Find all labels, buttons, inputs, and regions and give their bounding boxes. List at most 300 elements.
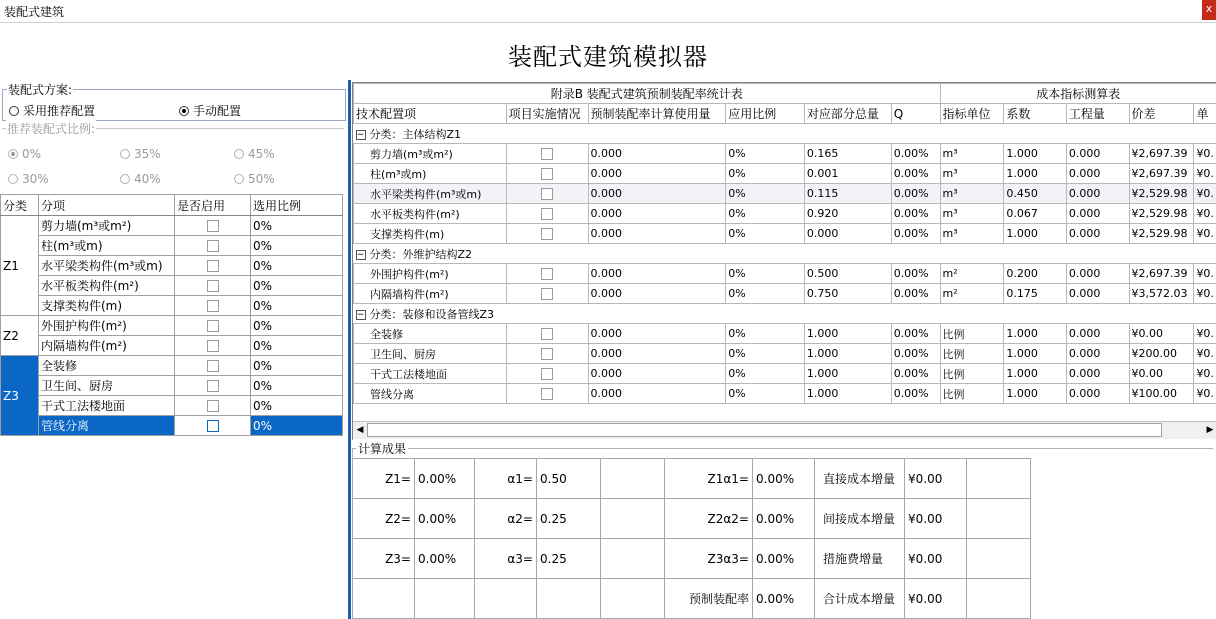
radio-ratio-30-indicator[interactable]: [8, 174, 18, 184]
ratio-cell[interactable]: 0%: [251, 236, 343, 256]
total-cell[interactable]: 0.750: [804, 284, 891, 304]
coef-cell[interactable]: 1.000: [1004, 224, 1067, 244]
enabled-cell[interactable]: [175, 316, 251, 336]
qty-cell[interactable]: 0.000: [1066, 164, 1129, 184]
item-cell: 支撑类构件(m): [354, 224, 507, 244]
a-val-cell: 0.25: [537, 539, 601, 579]
za-val-cell: 0.00%: [753, 459, 815, 499]
col-header: 对应部分总量: [804, 104, 891, 124]
table-row[interactable]: [1, 236, 343, 256]
qty-cell[interactable]: 0.000: [1066, 284, 1129, 304]
col-header-ratio: 选用比例: [251, 195, 343, 216]
unit-cell[interactable]: m³: [940, 224, 1004, 244]
radio-ratio-35[interactable]: [120, 147, 161, 161]
radio-manual-label: 手动配置: [193, 104, 242, 118]
ratio-cell[interactable]: 0%: [726, 324, 805, 344]
radio-ratio-35-indicator[interactable]: [120, 149, 130, 159]
unit-cell[interactable]: 比例: [940, 384, 1004, 404]
ratio-cell[interactable]: 0%: [726, 204, 805, 224]
qty-cell[interactable]: 0.000: [1066, 384, 1129, 404]
table-row-selected[interactable]: [1, 416, 343, 436]
table-row[interactable]: [1, 376, 343, 396]
u-cell[interactable]: ¥0.: [1194, 264, 1216, 284]
diff-cell[interactable]: ¥2,529.98: [1129, 184, 1194, 204]
implemented-checkbox[interactable]: [541, 388, 553, 400]
usage-cell[interactable]: 0.000: [588, 384, 726, 404]
table-row[interactable]: [1, 356, 343, 376]
total-cell[interactable]: 0.115: [804, 184, 891, 204]
enabled-checkbox[interactable]: [207, 360, 219, 372]
result-row: [353, 579, 1031, 619]
u-cell[interactable]: ¥0.: [1194, 364, 1216, 384]
total-cell[interactable]: 0.165: [804, 144, 891, 164]
close-button[interactable]: x: [1202, 0, 1216, 20]
z-label-cell: Z1=: [353, 459, 415, 499]
q-cell[interactable]: 0.00%: [891, 284, 940, 304]
diff-cell[interactable]: ¥2,697.39: [1129, 164, 1194, 184]
col-header: 指标单位: [940, 104, 1004, 124]
qty-cell[interactable]: 0.000: [1066, 144, 1129, 164]
table-row[interactable]: [354, 144, 1216, 164]
ratio-cell[interactable]: 0%: [726, 224, 805, 244]
right-panel: [352, 82, 1216, 619]
enabled-checkbox[interactable]: [207, 300, 219, 312]
table-row[interactable]: [1, 296, 343, 316]
radio-ratio-40-indicator[interactable]: [120, 174, 130, 184]
enabled-checkbox[interactable]: [207, 340, 219, 352]
implemented-cell[interactable]: [506, 224, 588, 244]
coef-cell[interactable]: 0.200: [1004, 264, 1067, 284]
q-cell[interactable]: 0.00%: [891, 204, 940, 224]
u-cell[interactable]: ¥0.: [1194, 344, 1216, 364]
enabled-cell[interactable]: [175, 276, 251, 296]
empty-cell: [967, 579, 1031, 619]
group-label: 分类：主体结构Z1: [369, 127, 462, 141]
implemented-checkbox[interactable]: [541, 288, 553, 300]
implemented-cell[interactable]: [506, 284, 588, 304]
item-cell: 管线分离: [39, 416, 175, 436]
header-cost: 成本指标测算表: [940, 84, 1216, 104]
col-header: Q: [891, 104, 940, 124]
radio-ratio-0[interactable]: [8, 147, 41, 161]
coef-cell[interactable]: 1.000: [1004, 164, 1067, 184]
za-label-cell: Z2α2=: [665, 499, 753, 539]
total-cell[interactable]: 0.000: [804, 224, 891, 244]
item-cell: 外围护构件(m²): [39, 316, 175, 336]
ratio-cell[interactable]: 0%: [251, 276, 343, 296]
ratio-cell[interactable]: 0%: [726, 164, 805, 184]
implemented-checkbox[interactable]: [541, 328, 553, 340]
z-label-cell: Z2=: [353, 499, 415, 539]
radio-ratio-0-indicator[interactable]: [8, 149, 18, 159]
item-cell: 剪力墙(m³或m²): [354, 144, 507, 164]
table-row[interactable]: [1, 216, 343, 236]
empty-cell: [601, 539, 665, 579]
za-val-cell: 0.00%: [753, 539, 815, 579]
implemented-checkbox[interactable]: [541, 208, 553, 220]
item-cell: 水平板类构件(m²): [39, 276, 175, 296]
unit-cell[interactable]: m³: [940, 204, 1004, 224]
enabled-cell[interactable]: [175, 296, 251, 316]
table-row[interactable]: [1, 336, 343, 356]
za-label-cell: Z3α3=: [665, 539, 753, 579]
u-cell[interactable]: ¥0.: [1194, 324, 1216, 344]
qty-cell[interactable]: 0.000: [1066, 324, 1129, 344]
u-cell[interactable]: ¥0.: [1194, 164, 1216, 184]
qty-cell[interactable]: 0.000: [1066, 204, 1129, 224]
item-cell: 管线分离: [354, 384, 507, 404]
table-row[interactable]: [354, 344, 1216, 364]
usage-cell[interactable]: 0.000: [588, 344, 726, 364]
group-label: 分类：外维护结构Z2: [369, 247, 473, 261]
z-val-cell: 0.00%: [415, 499, 475, 539]
unit-cell[interactable]: m²: [940, 264, 1004, 284]
q-cell[interactable]: 0.00%: [891, 264, 940, 284]
radio-recommend-indicator[interactable]: [9, 106, 19, 116]
u-cell[interactable]: ¥0.: [1194, 284, 1216, 304]
implemented-cell[interactable]: [506, 384, 588, 404]
implemented-checkbox[interactable]: [541, 348, 553, 360]
unit-cell[interactable]: m³: [940, 184, 1004, 204]
q-cell[interactable]: 0.00%: [891, 344, 940, 364]
results-legend: 计算成果: [358, 442, 407, 456]
statistics-table: [353, 83, 1216, 404]
table-row[interactable]: [1, 396, 343, 416]
enabled-cell[interactable]: [175, 416, 251, 436]
implemented-cell[interactable]: [506, 164, 588, 184]
usage-cell[interactable]: 0.000: [588, 284, 726, 304]
table-row[interactable]: [1, 256, 343, 276]
col-header: 系数: [1004, 104, 1067, 124]
table-row[interactable]: [354, 264, 1216, 284]
q-cell[interactable]: 0.00%: [891, 224, 940, 244]
coef-cell[interactable]: 1.000: [1004, 324, 1067, 344]
col-header-category: 分类: [1, 195, 39, 216]
unit-cell[interactable]: m³: [940, 164, 1004, 184]
ratio-cell[interactable]: 0%: [251, 216, 343, 236]
total-cell[interactable]: 0.920: [804, 204, 891, 224]
ratio-cell[interactable]: 0%: [726, 284, 805, 304]
col-header: 工程量: [1066, 104, 1129, 124]
empty-cell: [601, 499, 665, 539]
radio-manual-indicator[interactable]: [179, 106, 189, 116]
c-label-cell: 措施费增量: [815, 539, 905, 579]
item-cell: 剪力墙(m³或m²): [39, 216, 175, 236]
ratio-cell[interactable]: 0%: [251, 356, 343, 376]
enabled-checkbox[interactable]: [207, 320, 219, 332]
enabled-cell[interactable]: [175, 236, 251, 256]
implemented-cell[interactable]: [506, 144, 588, 164]
a-label-cell: [475, 579, 537, 619]
enabled-checkbox[interactable]: [207, 420, 219, 432]
ratio-cell[interactable]: 0%: [251, 336, 343, 356]
table-row[interactable]: [354, 324, 1216, 344]
table-row[interactable]: [354, 364, 1216, 384]
radio-ratio-50-indicator[interactable]: [234, 174, 244, 184]
usage-cell[interactable]: 0.000: [588, 144, 726, 164]
table-row[interactable]: [354, 184, 1216, 204]
item-cell: 干式工法楼地面: [354, 364, 507, 384]
implemented-checkbox[interactable]: [541, 268, 553, 280]
a-label-cell: α1=: [475, 459, 537, 499]
item-cell: 外围护构件(m²): [354, 264, 507, 284]
ratio-group: [2, 122, 344, 191]
qty-cell[interactable]: 0.000: [1066, 344, 1129, 364]
header-appendix-b: 附录B 装配式建筑预制装配率统计表: [354, 84, 941, 104]
enabled-checkbox[interactable]: [207, 400, 219, 412]
q-cell[interactable]: 0.00%: [891, 384, 940, 404]
empty-cell: [967, 499, 1031, 539]
col-header-item: 分项: [39, 195, 175, 216]
implemented-checkbox[interactable]: [541, 188, 553, 200]
usage-cell[interactable]: 0.000: [588, 184, 726, 204]
usage-cell[interactable]: 0.000: [588, 324, 726, 344]
collapse-icon[interactable]: −: [356, 309, 365, 320]
c-label-cell: 间接成本增量: [815, 499, 905, 539]
total-cell[interactable]: 0.500: [804, 264, 891, 284]
qty-cell[interactable]: 0.000: [1066, 184, 1129, 204]
item-cell: 柱(m³或m): [354, 164, 507, 184]
category-cell: Z3: [1, 356, 39, 436]
col-header: 价差: [1129, 104, 1194, 124]
radio-ratio-30-label: 30%: [22, 172, 49, 186]
item-cell: 水平板类构件(m²): [354, 204, 507, 224]
ratio-cell[interactable]: 0%: [726, 364, 805, 384]
statistics-grid: [352, 82, 1216, 440]
q-cell[interactable]: 0.00%: [891, 364, 940, 384]
z-val-cell: [415, 579, 475, 619]
usage-cell[interactable]: 0.000: [588, 364, 726, 384]
implemented-checkbox[interactable]: [541, 368, 553, 380]
category-cell: Z1: [1, 216, 39, 316]
coef-cell[interactable]: 1.000: [1004, 384, 1067, 404]
radio-ratio-50[interactable]: [234, 172, 275, 186]
ratio-cell[interactable]: 0%: [726, 384, 805, 404]
app-header: [0, 22, 1216, 81]
enabled-cell[interactable]: [175, 216, 251, 236]
unit-cell[interactable]: 比例: [940, 364, 1004, 384]
component-table-header: [1, 195, 343, 216]
scroll-right-icon[interactable]: ▶: [1206, 425, 1214, 435]
c-label-cell: 直接成本增量: [815, 459, 905, 499]
item-cell: 全装修: [39, 356, 175, 376]
scroll-left-icon[interactable]: ◀: [356, 425, 364, 435]
z-label-cell: Z3=: [353, 539, 415, 579]
enabled-cell[interactable]: [175, 256, 251, 276]
enabled-checkbox[interactable]: [207, 380, 219, 392]
q-cell[interactable]: 0.00%: [891, 164, 940, 184]
implemented-cell[interactable]: [506, 204, 588, 224]
horizontal-scrollbar[interactable]: [353, 421, 1216, 439]
z-val-cell: 0.00%: [415, 539, 475, 579]
scrollbar-thumb[interactable]: [367, 423, 1162, 437]
a-label-cell: α3=: [475, 539, 537, 579]
group-row[interactable]: [354, 304, 1216, 324]
ratio-cell[interactable]: 0%: [251, 416, 343, 436]
diff-cell[interactable]: ¥0.00: [1129, 324, 1194, 344]
radio-ratio-45-label: 45%: [248, 147, 275, 161]
item-cell: 柱(m³或m): [39, 236, 175, 256]
table-row[interactable]: [354, 204, 1216, 224]
result-row: [353, 459, 1031, 499]
q-cell[interactable]: 0.00%: [891, 144, 940, 164]
u-cell[interactable]: ¥0.: [1194, 204, 1216, 224]
implemented-cell[interactable]: [506, 324, 588, 344]
ratio-legend: 推荐装配式比例:: [7, 122, 96, 136]
ratio-cell[interactable]: 0%: [251, 376, 343, 396]
col-header: 单: [1194, 104, 1216, 124]
c-label-cell: 合计成本增量: [815, 579, 905, 619]
ratio-cell[interactable]: 0%: [251, 396, 343, 416]
unit-cell[interactable]: 比例: [940, 344, 1004, 364]
radio-ratio-0-label: 0%: [22, 147, 42, 161]
item-cell: 内隔墙构件(m²): [354, 284, 507, 304]
diff-cell[interactable]: ¥2,697.39: [1129, 144, 1194, 164]
za-label-cell: 预制装配率: [665, 579, 753, 619]
implemented-cell[interactable]: [506, 184, 588, 204]
left-panel: [0, 80, 348, 619]
c-val-cell: ¥0.00: [905, 459, 967, 499]
implemented-cell[interactable]: [506, 364, 588, 384]
enabled-checkbox[interactable]: [207, 280, 219, 292]
enabled-cell[interactable]: [175, 376, 251, 396]
coef-cell[interactable]: 1.000: [1004, 344, 1067, 364]
group-label: 分类：装修和设备管线Z3: [369, 307, 495, 321]
implemented-checkbox[interactable]: [541, 228, 553, 240]
ratio-cell[interactable]: 0%: [251, 296, 343, 316]
group-cell[interactable]: [354, 304, 1216, 324]
empty-cell: [601, 459, 665, 499]
implemented-checkbox[interactable]: [541, 168, 553, 180]
results-table: [352, 458, 1031, 619]
table-header-group: [354, 84, 1216, 104]
diff-cell[interactable]: ¥0.00: [1129, 364, 1194, 384]
collapse-icon[interactable]: −: [356, 249, 365, 260]
total-cell[interactable]: 1.000: [804, 324, 891, 344]
radio-recommend[interactable]: [9, 102, 95, 119]
table-row[interactable]: [1, 316, 343, 336]
enabled-cell[interactable]: [175, 396, 251, 416]
col-header: 预制装配率计算使用量: [588, 104, 726, 124]
scheme-legend: 装配式方案:: [8, 83, 73, 97]
result-row: [353, 499, 1031, 539]
table-row[interactable]: [354, 284, 1216, 304]
radio-ratio-40[interactable]: [120, 172, 161, 186]
diff-cell[interactable]: ¥3,572.03: [1129, 284, 1194, 304]
category-cell: Z2: [1, 316, 39, 356]
diff-cell[interactable]: ¥2,529.98: [1129, 204, 1194, 224]
coef-cell[interactable]: 0.067: [1004, 204, 1067, 224]
col-header-enabled: 是否启用: [175, 195, 251, 216]
total-cell[interactable]: 1.000: [804, 344, 891, 364]
unit-cell[interactable]: 比例: [940, 324, 1004, 344]
ratio-cell[interactable]: 0%: [726, 184, 805, 204]
q-cell[interactable]: 0.00%: [891, 184, 940, 204]
u-cell[interactable]: ¥0.: [1194, 144, 1216, 164]
radio-ratio-45[interactable]: [234, 147, 275, 161]
group-cell[interactable]: [354, 124, 1216, 144]
diff-cell[interactable]: ¥2,529.98: [1129, 224, 1194, 244]
group-row[interactable]: [354, 244, 1216, 264]
usage-cell[interactable]: 0.000: [588, 224, 726, 244]
total-cell[interactable]: 1.000: [804, 364, 891, 384]
diff-cell[interactable]: ¥100.00: [1129, 384, 1194, 404]
za-val-cell: 0.00%: [753, 579, 815, 619]
diff-cell[interactable]: ¥2,697.39: [1129, 264, 1194, 284]
group-cell[interactable]: [354, 244, 1216, 264]
table-row[interactable]: [1, 276, 343, 296]
u-cell[interactable]: ¥0.: [1194, 224, 1216, 244]
c-val-cell: ¥0.00: [905, 539, 967, 579]
coef-cell[interactable]: 1.000: [1004, 364, 1067, 384]
qty-cell[interactable]: 0.000: [1066, 364, 1129, 384]
ratio-cell[interactable]: 0%: [251, 256, 343, 276]
ratio-cell[interactable]: 0%: [726, 144, 805, 164]
panel-splitter[interactable]: [348, 80, 351, 619]
enabled-checkbox[interactable]: [207, 260, 219, 272]
component-table: [0, 194, 343, 436]
radio-manual[interactable]: [179, 102, 241, 119]
radio-ratio-30[interactable]: [8, 172, 49, 186]
table-header-columns: [354, 104, 1216, 124]
coef-cell[interactable]: 0.450: [1004, 184, 1067, 204]
collapse-icon[interactable]: −: [356, 129, 365, 140]
c-val-cell: ¥0.00: [905, 499, 967, 539]
ratio-cell[interactable]: 0%: [726, 264, 805, 284]
usage-cell[interactable]: 0.000: [588, 164, 726, 184]
radio-ratio-40-label: 40%: [134, 172, 161, 186]
results-panel: [352, 442, 1216, 619]
u-cell[interactable]: ¥0.: [1194, 384, 1216, 404]
usage-cell[interactable]: 0.000: [588, 204, 726, 224]
ratio-cell[interactable]: 0%: [726, 344, 805, 364]
table-row[interactable]: [354, 384, 1216, 404]
group-row[interactable]: [354, 124, 1216, 144]
total-cell[interactable]: 1.000: [804, 384, 891, 404]
ratio-cell[interactable]: 0%: [251, 316, 343, 336]
enabled-checkbox[interactable]: [207, 240, 219, 252]
implemented-cell[interactable]: [506, 264, 588, 284]
table-row[interactable]: [354, 224, 1216, 244]
qty-cell[interactable]: 0.000: [1066, 224, 1129, 244]
coef-cell[interactable]: 0.175: [1004, 284, 1067, 304]
unit-cell[interactable]: m³: [940, 144, 1004, 164]
coef-cell[interactable]: 1.000: [1004, 144, 1067, 164]
table-row[interactable]: [354, 164, 1216, 184]
col-header: 项目实施情况: [506, 104, 588, 124]
za-val-cell: 0.00%: [753, 499, 815, 539]
usage-cell[interactable]: 0.000: [588, 264, 726, 284]
radio-ratio-45-indicator[interactable]: [234, 149, 244, 159]
q-cell[interactable]: 0.00%: [891, 324, 940, 344]
implemented-checkbox[interactable]: [541, 148, 553, 160]
enabled-cell[interactable]: [175, 336, 251, 356]
z-label-cell: [353, 579, 415, 619]
diff-cell[interactable]: ¥200.00: [1129, 344, 1194, 364]
enabled-cell[interactable]: [175, 356, 251, 376]
unit-cell[interactable]: m²: [940, 284, 1004, 304]
u-cell[interactable]: ¥0.: [1194, 184, 1216, 204]
scheme-group: [2, 83, 346, 121]
qty-cell[interactable]: 0.000: [1066, 264, 1129, 284]
item-cell: 全装修: [354, 324, 507, 344]
result-row: [353, 539, 1031, 579]
item-cell: 卫生间、厨房: [39, 376, 175, 396]
total-cell[interactable]: 0.001: [804, 164, 891, 184]
enabled-checkbox[interactable]: [207, 220, 219, 232]
implemented-cell[interactable]: [506, 344, 588, 364]
item-cell: 干式工法楼地面: [39, 396, 175, 416]
